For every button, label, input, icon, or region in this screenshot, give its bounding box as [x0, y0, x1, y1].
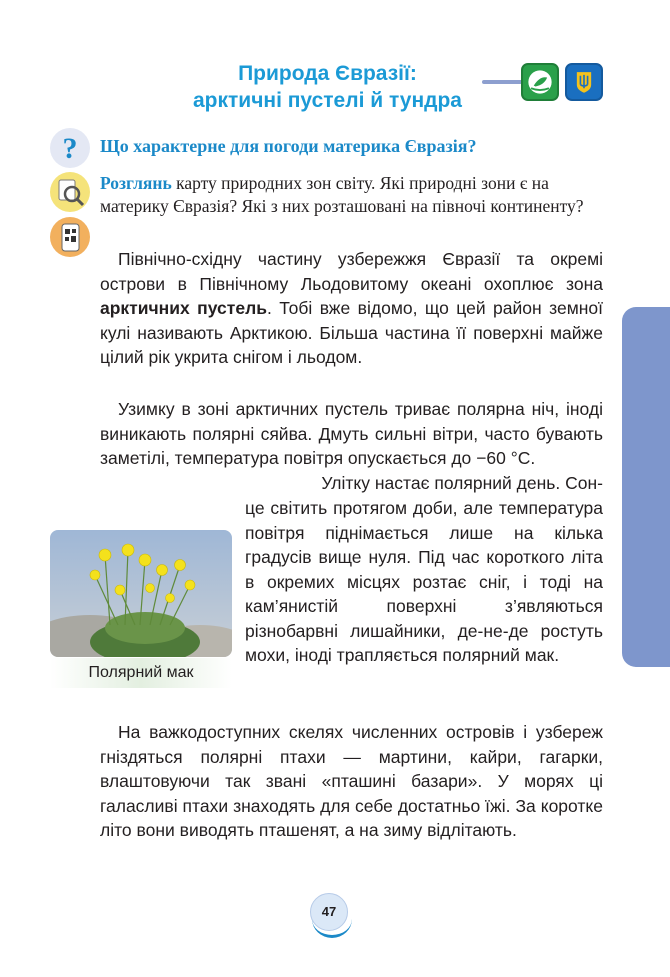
page-number: 47	[310, 893, 348, 931]
title-rule	[482, 80, 526, 84]
paragraph-4: На важкодоступних скелях численних островів і узбереж гніздяться полярні птахи — мартини, кайри, гагарки, влаштовуючи так звані «пташині базари». У морях ці галасливі птахи знаходять для себе достатньо їжі. За коротке літо вони виводять пташенят, а на зиму відлітають.	[100, 722, 603, 840]
paragraph-1-term: арктичних пустель	[100, 298, 267, 318]
polar-poppy-photo	[50, 530, 232, 657]
paragraph-3-first-line	[100, 471, 603, 496]
paragraph-1-part-a: Північно-східну частину узбережжя Євразії та окремі острови в Північному Льодовитому океані охоплює зона	[100, 249, 603, 294]
magnifier-icon	[50, 172, 90, 212]
paragraph-2: Узимку в зоні арктичних пустель триває полярна ніч, іноді виникають полярні сяйва. Дмуть сильні вітри, часто бувають заметілі, температура повітря опускається до −60 °С.	[100, 399, 603, 468]
paragraph-1	[100, 247, 603, 370]
task-lead: Розглянь	[100, 173, 172, 193]
svg-text:?: ?	[62, 132, 78, 165]
title-line-2: арктичні пустелі й тундра	[192, 89, 462, 112]
side-tab	[622, 307, 670, 667]
task-text	[100, 172, 605, 218]
question-text: Що характерне для погоди материка Євразія?	[100, 136, 477, 156]
photo-caption: Полярний мак	[50, 658, 232, 688]
paragraph-1-part-c: . Тобі вже відомо, що цей район земної кулі називають Арктикою. Більша частина її поверхні майже цілий рік укрита снігом і льодом.	[100, 298, 603, 367]
qr-phone-icon	[50, 217, 90, 257]
question-icon	[50, 128, 90, 168]
task-body: карту природних зон світу. Які природні зони є на материку Євразія? Які з них розташовані на півночі континенту?	[100, 173, 584, 216]
ecology-badge-icon	[521, 63, 559, 101]
paragraph-3: це світить протягом доби, але температура повітря піднімається лише на кілька градусів вище нуля. Під час короткого літа в окремих місцях розтає сніг, і тоді на кам’янистій поверхні з’являються різнобарвні лишайники, де-не-де ростуть мохи, іноді трапляється полярний мак.	[245, 498, 603, 665]
title-line-1: Природа Євразії:	[238, 62, 417, 85]
page-title	[150, 60, 505, 114]
paragraph-3-first-line-text: Улітку настає полярний день. Сон-	[321, 473, 603, 493]
trident-badge-icon	[565, 63, 603, 101]
